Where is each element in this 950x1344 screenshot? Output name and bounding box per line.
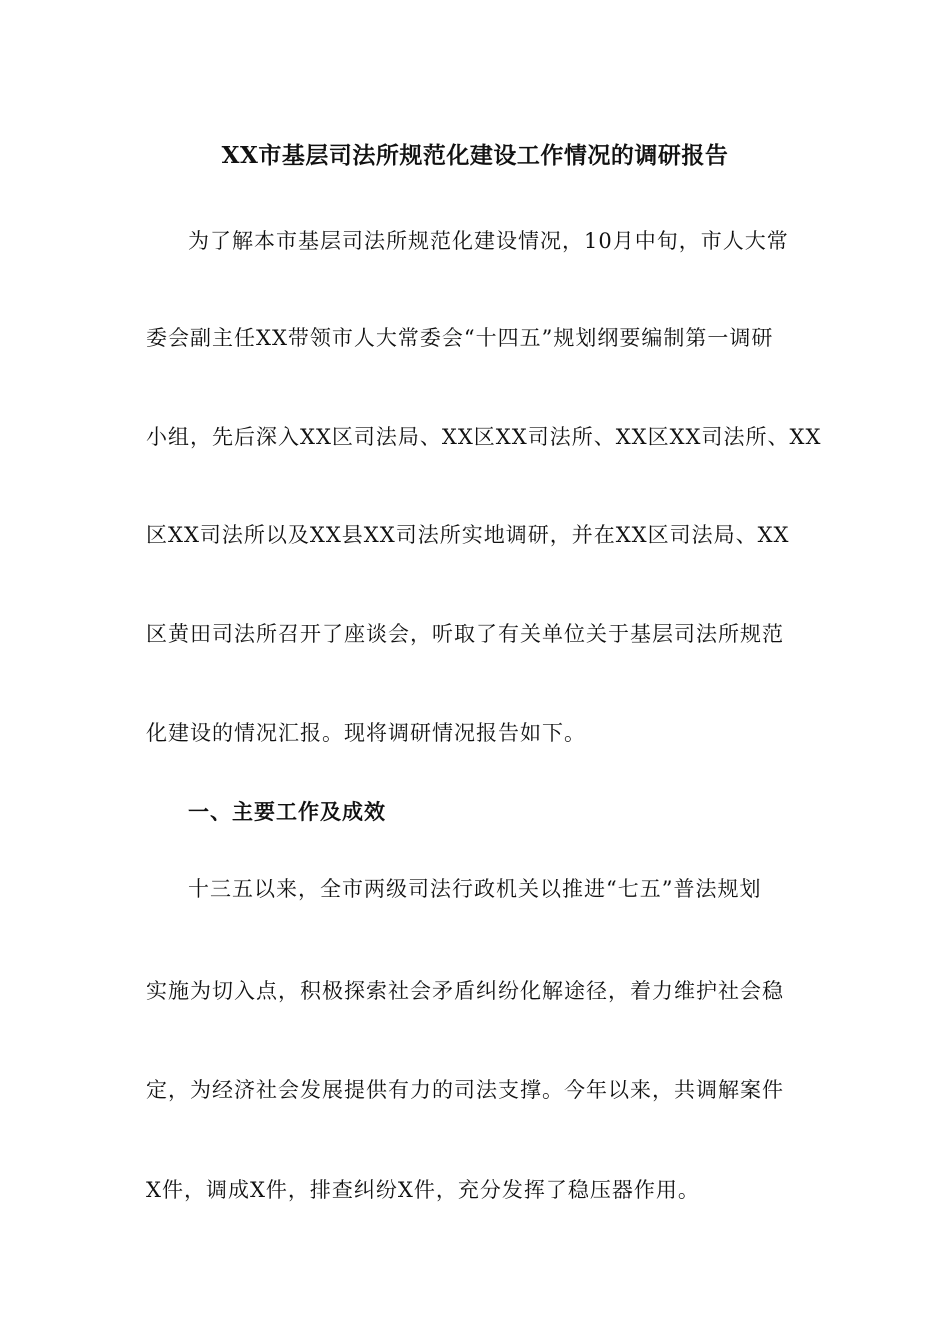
paragraph-line: 十三五以来，全市两级司法行政机关以推进“七五”普法规划 (188, 877, 762, 901)
paragraph-line: 委会副主任XX带领市人大常委会“十四五”规划纲要编制第一调研 (146, 326, 774, 350)
paragraph-line: 区黄田司法所召开了座谈会，听取了有关单位关于基层司法所规范 (146, 622, 784, 646)
paragraph-line: 化建设的情况汇报。现将调研情况报告如下。 (146, 721, 586, 745)
paragraph-line: 定，为经济社会发展提供有力的司法支撑。今年以来，共调解案件 (146, 1078, 784, 1102)
document-title: XX市基层司法所规范化建设工作情况的调研报告 (221, 142, 729, 169)
paragraph-line: 实施为切入点，积极探索社会矛盾纠纷化解途径，着力维护社会稳 (146, 979, 784, 1003)
paragraph-line: 为了解本市基层司法所规范化建设情况，10月中旬，市人大常 (188, 229, 789, 253)
paragraph-line: 区XX司法所以及XX县XX司法所实地调研，并在XX区司法局、XX (146, 523, 790, 547)
paragraph-line: X件，调成X件，排查纠纷X件，充分发挥了稳压器作用。 (146, 1178, 700, 1202)
paragraph-line: 小组，先后深入XX区司法局、XX区XX司法所、XX区XX司法所、XX (146, 425, 822, 449)
section-heading: 一、主要工作及成效 (188, 799, 386, 824)
